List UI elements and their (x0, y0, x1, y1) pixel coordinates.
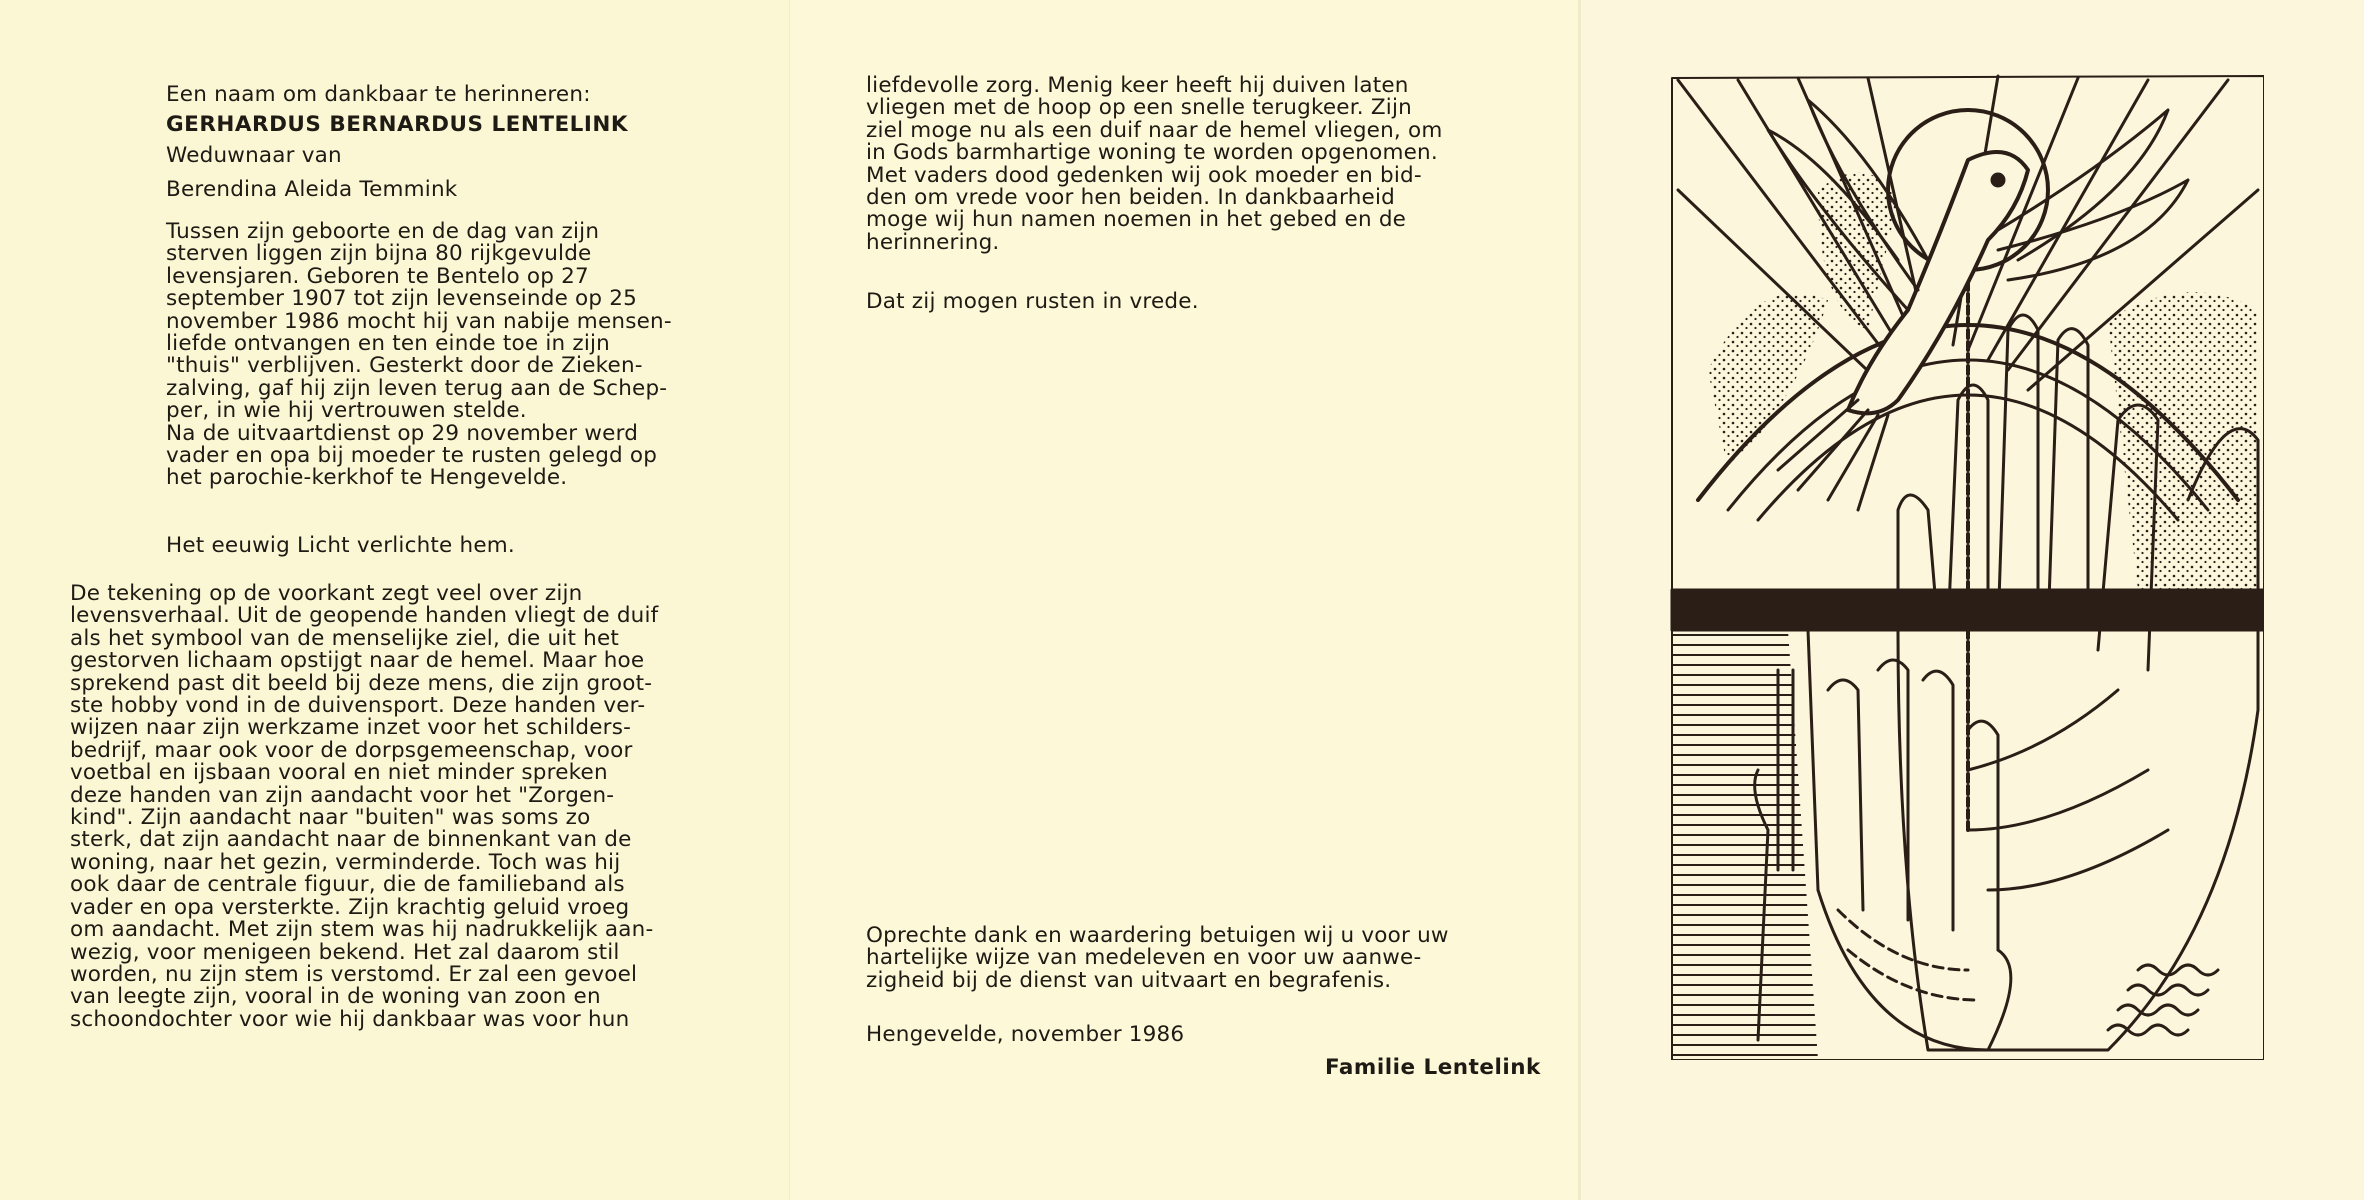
dove-and-hands-illustration (1668, 70, 2264, 1060)
place-date: Hengevelde, november 1986 (866, 1022, 1185, 1047)
family-signature: Familie Lentelink (1325, 1055, 1541, 1080)
deceased-name: GERHARDUS BERNARDUS LENTELINK (166, 112, 629, 137)
rest-in-peace-text: Dat zij mogen rusten in vrede. (866, 289, 1199, 314)
drawing-description-paragraph: De tekening op de voorkant zegt veel over zijn levensverhaal. Uit de geopende handen vliegt de duif als het symbool van de menselijke ziel, die uit het gestorven lichaam opstijgt naar de hemel. Maar hoe sprekend past dit beeld bij deze mens, die zijn groot- ste hobby vond in de duivensport. Deze handen ver- wijzen naar zijn werkzame inzet voor het schilders- bedrijf, maar ook voor de dorpsgemeenschap, voor voetbal en ijsbaan vooral en niet minder spreken deze handen van zijn aandacht voor het "Zorgen- kind". Zijn aandacht naar "buiten" was soms zo sterk, dat zijn aandacht naar de binnenkant van de woning, naar het gezin, verminderde. Toch was hij ook daar de centrale figuur, die de familieband als vader en opa versterkte. Zijn krachtig geluid vroeg om aandacht. Met zijn stem was hij nadrukkelijk aan- wezig, voor menigeen bekend. Het zal daarom stil worden, nu zijn stem is verstomd. Er zal een gevoel van leegte zijn, vooral in de woning van zoon en schoondochter voor wie hij dankbaar was voor hun (70, 581, 659, 1032)
intro-title: Een naam om dankbaar te herinneren: (166, 82, 591, 107)
spouse-name: Berendina Aleida Temmink (166, 177, 458, 202)
left-panel (0, 0, 789, 1200)
continuation-paragraph: liefdevolle zorg. Menig keer heeft hij duiven laten vliegen met de hoop op een snelle terugkeer. Zijn ziel moge nu als een duif naar de hemel vliegen, om in Gods barmhartige woning te worden opgenomen. Met vaders dood gedenken wij ook moeder en bid- den om vrede voor hen beiden. In dankbaarheid moge wij hun namen noemen in het gebed en de herinnering. (866, 73, 1443, 255)
thanks-paragraph: Oprechte dank en waardering betuigen wij u voor uw hartelijke wijze van medeleven en voor uw aanwe- zigheid bij de dienst van uitvaart en begrafenis. (866, 923, 1449, 993)
biography-paragraph: Tussen zijn geboorte en de dag van zijn sterven liggen zijn bijna 80 rijkgevulde levensjaren. Geboren te Bentelo op 27 september 1907 tot zijn levenseinde op 25 november 1986 mocht hij van nabije mensen- liefde ontvangen en ten einde toe in zijn "thuis" verblijven. Gesterkt door de Zieken- zalving, gaf hij zijn leven terug aan de Schep- per, in wie hij vertrouwen stelde. Na de uitvaartdienst op 29 november werd vader en opa bij moeder te rusten gelegd op het parochie-kerkhof te Hengevelde. (166, 219, 672, 491)
closing-prayer: Het eeuwig Licht verlichte hem. (166, 533, 515, 558)
widower-label: Weduwnaar van (166, 143, 342, 168)
